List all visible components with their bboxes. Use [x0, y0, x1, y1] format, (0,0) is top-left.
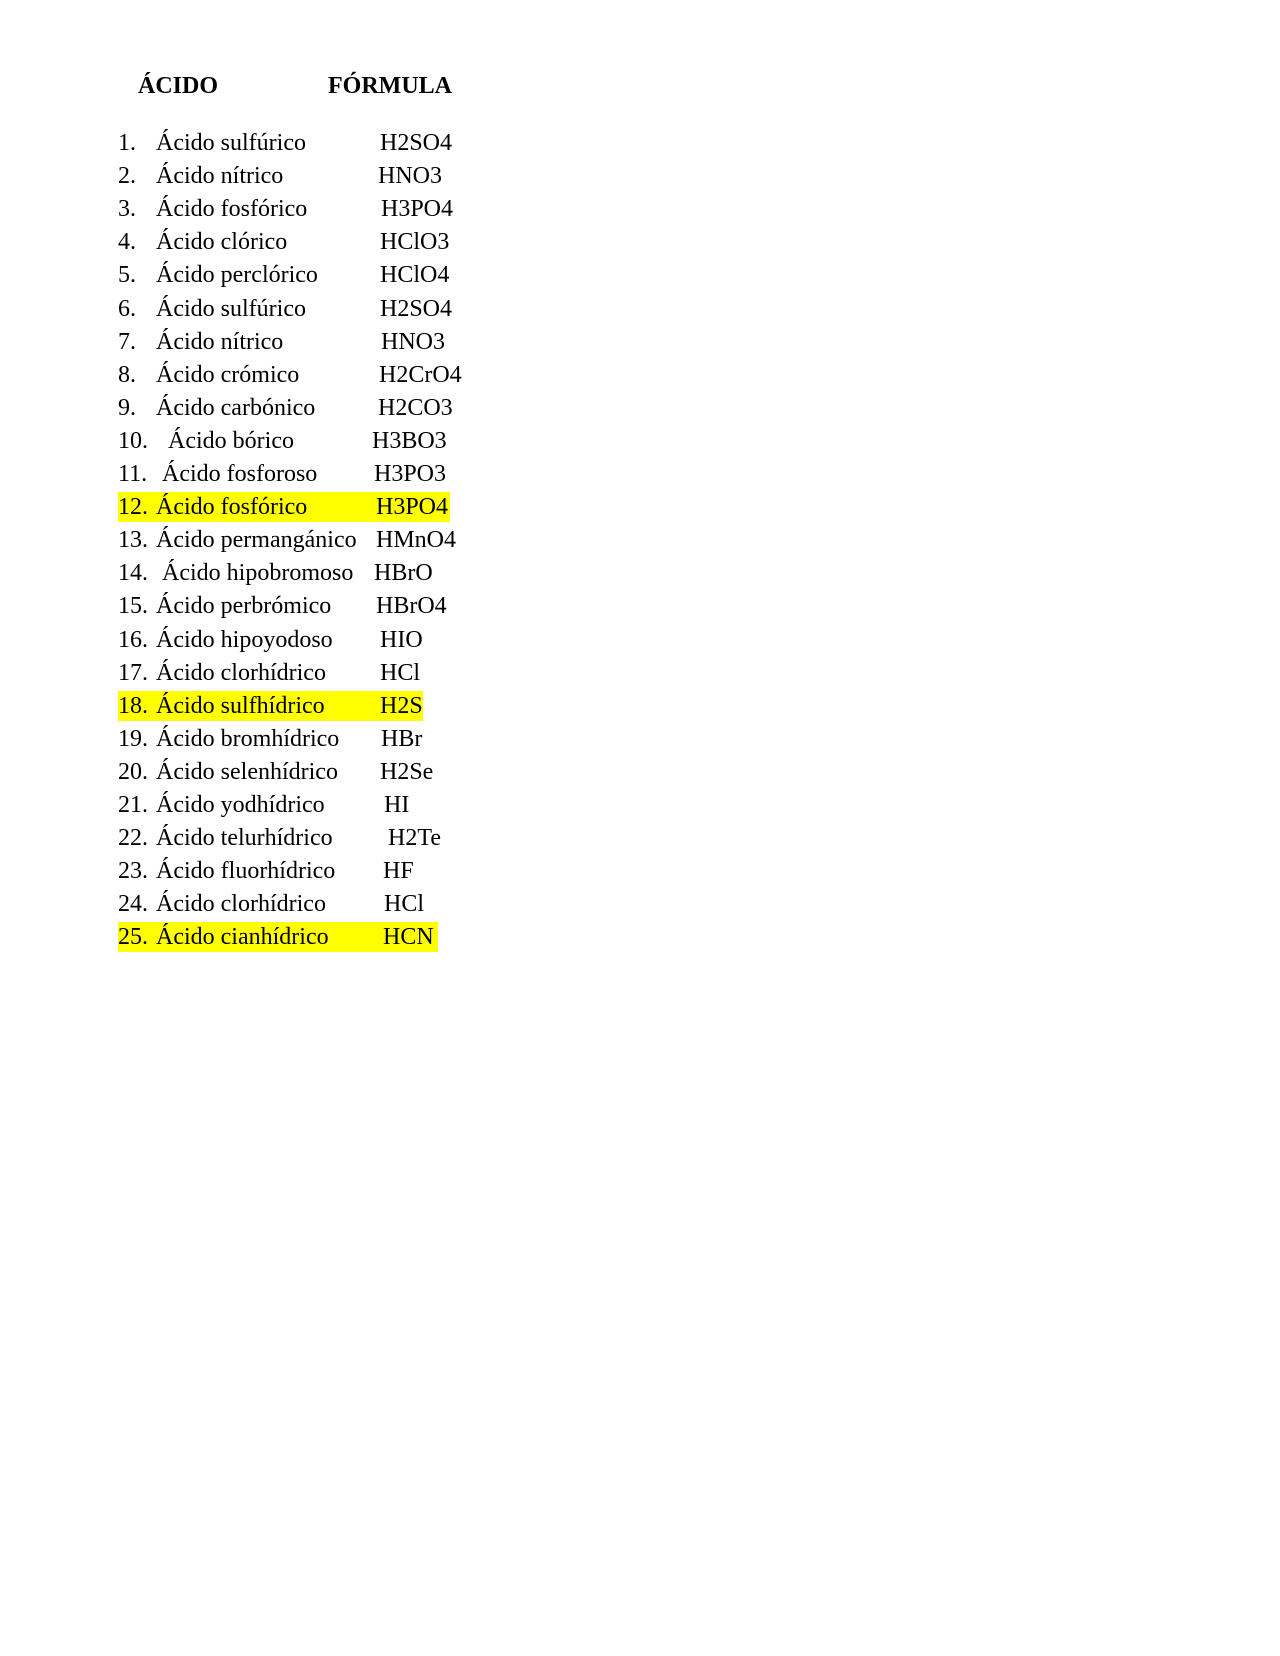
acid-name: Ácido sulfúrico [156, 296, 306, 322]
list-item-number: 18. [118, 693, 148, 719]
acid-name: Ácido fosforoso [162, 461, 318, 487]
acid-name: Ácido nítrico [156, 329, 284, 355]
acid-formula: HCl [380, 660, 421, 686]
list-item [118, 691, 423, 721]
acid-formula: HNO3 [378, 163, 442, 189]
list-item-number: 12. [118, 494, 148, 520]
acid-name: Ácido bromhídrico [156, 726, 340, 752]
acid-formula: HI [384, 792, 410, 818]
list-item-number: 10. [118, 428, 148, 454]
acid-name: Ácido fluorhídrico [156, 858, 336, 884]
acid-formula: H2SO4 [380, 130, 453, 156]
acid-formula: HClO3 [380, 229, 450, 255]
acid-formula: H2CrO4 [379, 362, 462, 388]
acid-name: Ácido carbónico [156, 395, 316, 421]
list-item-number: 15. [118, 593, 148, 619]
acid-name: Ácido fosfórico [156, 196, 308, 222]
acid-formula: HCN [383, 924, 434, 950]
acid-name: Ácido permangánico [156, 527, 357, 553]
acid-formula: HBrO [374, 560, 433, 586]
acid-formula: H2Se [380, 759, 434, 785]
acid-name: Ácido yodhídrico [156, 792, 325, 818]
acid-name: Ácido crómico [156, 362, 300, 388]
acid-formula: HBr [381, 726, 423, 752]
list-item-number: 16. [118, 627, 148, 653]
list-item-number: 22. [118, 825, 148, 851]
acid-formula: HF [383, 858, 414, 884]
acid-name: Ácido fosfórico [156, 494, 308, 520]
list-item-number: 3. [118, 196, 136, 222]
list-item-number: 7. [118, 329, 136, 355]
list-item-number: 9. [118, 395, 136, 421]
acid-name: Ácido clorhídrico [156, 891, 326, 917]
acid-formula: H3BO3 [372, 428, 447, 454]
list-item-number: 19. [118, 726, 148, 752]
acid-name: Ácido clórico [156, 229, 288, 255]
formula-column-header: FÓRMULA [328, 73, 452, 99]
acid-formula: HCl [384, 891, 425, 917]
list-item-number: 20. [118, 759, 148, 785]
acid-name: Ácido sulfhídrico [156, 693, 325, 719]
acid-name: Ácido nítrico [156, 163, 284, 189]
list-item-number: 24. [118, 891, 148, 917]
acid-formula: HMnO4 [376, 527, 457, 553]
list-item-number: 6. [118, 296, 136, 322]
acid-formula: H2S [380, 693, 423, 719]
acid-formula: HIO [380, 627, 423, 653]
acid-formula: H2Te [388, 825, 441, 851]
list-item-number: 4. [118, 229, 136, 255]
list-item-number: 23. [118, 858, 148, 884]
list-item-number: 25. [118, 924, 148, 950]
list-item-number: 5. [118, 262, 136, 288]
acid-formula: HNO3 [381, 329, 445, 355]
list-item-number: 14. [118, 560, 148, 586]
list-item-number: 8. [118, 362, 136, 388]
acid-formula: H2CO3 [378, 395, 453, 421]
acid-formula: H3PO4 [376, 494, 449, 520]
list-item [118, 922, 438, 952]
acid-formula: HBrO4 [376, 593, 447, 619]
acid-name: Ácido hipoyodoso [156, 627, 333, 653]
acid-name: Ácido sulfúrico [156, 130, 306, 156]
acid-formula: HClO4 [380, 262, 450, 288]
acid-formula: H3PO3 [374, 461, 447, 487]
acid-formula: H3PO4 [381, 196, 454, 222]
list-item-number: 11. [118, 461, 148, 487]
acid-column-header: ÁCIDO [138, 73, 219, 99]
list-item-number: 21. [118, 792, 148, 818]
list-item-number: 17. [118, 660, 148, 686]
acid-formula: H2SO4 [380, 296, 453, 322]
acid-name: Ácido clorhídrico [156, 660, 326, 686]
acid-name: Ácido telurhídrico [156, 825, 333, 851]
list-item-number: 13. [118, 527, 148, 553]
acid-name: Ácido cianhídrico [156, 924, 329, 950]
list-item-number: 1. [118, 130, 136, 156]
list-item [118, 492, 450, 522]
acid-name: Ácido perclórico [156, 262, 318, 288]
acid-name: Ácido bórico [168, 428, 294, 454]
acid-name: Ácido perbrómico [156, 593, 332, 619]
list-item-number: 2. [118, 163, 136, 189]
acid-name: Ácido hipobromoso [162, 560, 354, 586]
acid-name: Ácido selenhídrico [156, 759, 338, 785]
